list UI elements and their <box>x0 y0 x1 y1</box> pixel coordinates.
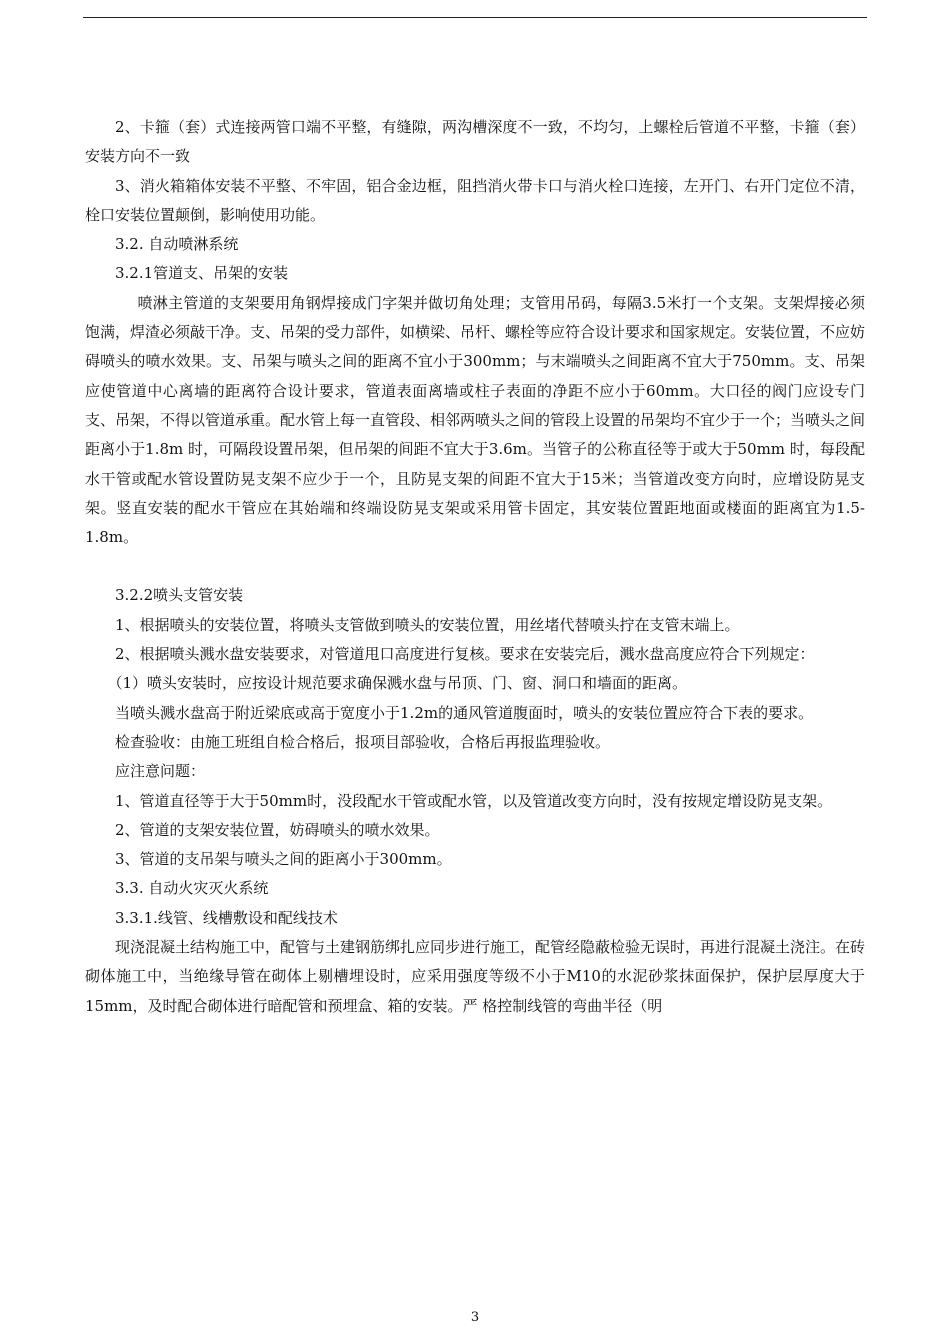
section-heading-3-3: 3.3. 自动火灾灭火系统 <box>115 879 269 898</box>
paragraph-hydrant-box-defect: 3、消火箱箱体安装不平整、不牢固，铝合金边框，阻挡消火带卡口与消火栓口连接，左开门、右开门定位不清，栓口安装位置颠倒，影响使用功能。 <box>85 176 865 224</box>
paragraph-issue-1: 1、管道直径等于大于50mm时，没段配水干管或配水管，以及管道改变方向时，没有按规定增设防晃支架。 <box>115 791 833 810</box>
paragraph-branch-step-1: 1、根据喷头的安装位置，将喷头支管做到喷头的安装位置，用丝堵代替喷头拧在支管末端上。 <box>115 615 740 634</box>
paragraph-conduit-laying: 现浇混凝土结构施工中，配管与土建钢筋绑扎应同步进行施工，配管经隐蔽检验无误时，再进行混凝土浇注。在砖砌体施工中，当绝缘导管在砌体上剔槽埋设时，应采用强度等级不小于M10的水泥砂浆抹面保护，保护层厚度大于15mm，及时配合砌体进行暗配管和预埋盒、箱的安装。严 格控制线管的弯曲半径（明 <box>85 938 866 1015</box>
section-heading-3-2-1: 3.2.1管道支、吊架的安装 <box>115 264 289 283</box>
paragraph-support-installation: 喷淋主管道的支架要用角钢焊接成门字架并做切角处理；支管用吊码，每隔3.5米打一个支架。支架焊接必须饱满，焊渣必须敲干净。支、吊架的受力部件，如横梁、吊杆、螺栓等应符合设计要求和国家规定。安装位置，不应妨碍喷头的喷水效果。支、吊架与喷头之间的距离不宜小于300mm；与末端喷头之间距离不宜大于750mm。支、吊架应使管道中心离墙的距离符合设计要求，管道表面离墙或柱子表面的净距不应小于60mm。大口径的阀门应设专门支、吊架，不得以管道承重。配水管上每一直管段、相邻两喷头之间的管段上设置的吊架均不宜少于一个；当喷头之间距离小于1.8m 时，可隔段设置吊架，但吊架的间距不宜大于3.6m。当管子的公称直径等于或大于50mm 时，每段配水干管或配水管设置防晃支架不应少于一个，且防晃支架的间距不宜大于15米；当管道改变方向时，应增设防晃支架。竖直安装的配水干管应在其始端和终端设防晃支架或采用管卡固定，其安装位置距地面或楼面的距离宜为1.5-1.8m。 <box>85 293 866 547</box>
paragraph-issue-2: 2、管道的支架安装位置，妨碍喷头的喷水效果。 <box>115 820 440 839</box>
paragraph-branch-step-2: 2、根据喷头溅水盘安装要求，对管道甩口高度进行复核。要求在安装完后，溅水盘高度应符合下列规定： <box>115 645 815 664</box>
section-heading-3-2: 3.2. 自动喷淋系统 <box>115 235 239 254</box>
paragraph-issue-3: 3、管道的支吊架与喷头之间的距离小于300mm。 <box>115 850 452 869</box>
paragraph-attention-heading: 应注意问题： <box>115 762 206 781</box>
blank-line <box>85 552 865 581</box>
paragraph-coupling-defect: 2、卡箍（套）式连接两管口端不平整，有缝隙，两沟槽深度不一致，不均匀，上螺栓后管道不平整，卡箍（套）安装方向不一致 <box>85 118 865 166</box>
paragraph-deflector-height: 当喷头溅水盘高于附近梁底或高于宽度小于1.2m的通风管道腹面时，喷头的安装位置应符合下表的要求。 <box>115 703 814 722</box>
paragraph-inspection: 检查验收：由施工班组自检合格后，报项目部验收，合格后再报监理验收。 <box>115 732 611 751</box>
header-rule <box>83 17 867 18</box>
document-body <box>85 113 865 1021</box>
page-number: 3 <box>470 1310 480 1325</box>
section-heading-3-2-2: 3.2.2喷头支管安装 <box>115 586 244 605</box>
paragraph-clause-1: （1）喷头安装时，应按设计规范要求确保溅水盘与吊顶、门、窗、洞口和墙面的距离。 <box>107 674 688 693</box>
section-heading-3-3-1: 3.3.1.线管、线槽敷设和配线技术 <box>115 908 338 927</box>
